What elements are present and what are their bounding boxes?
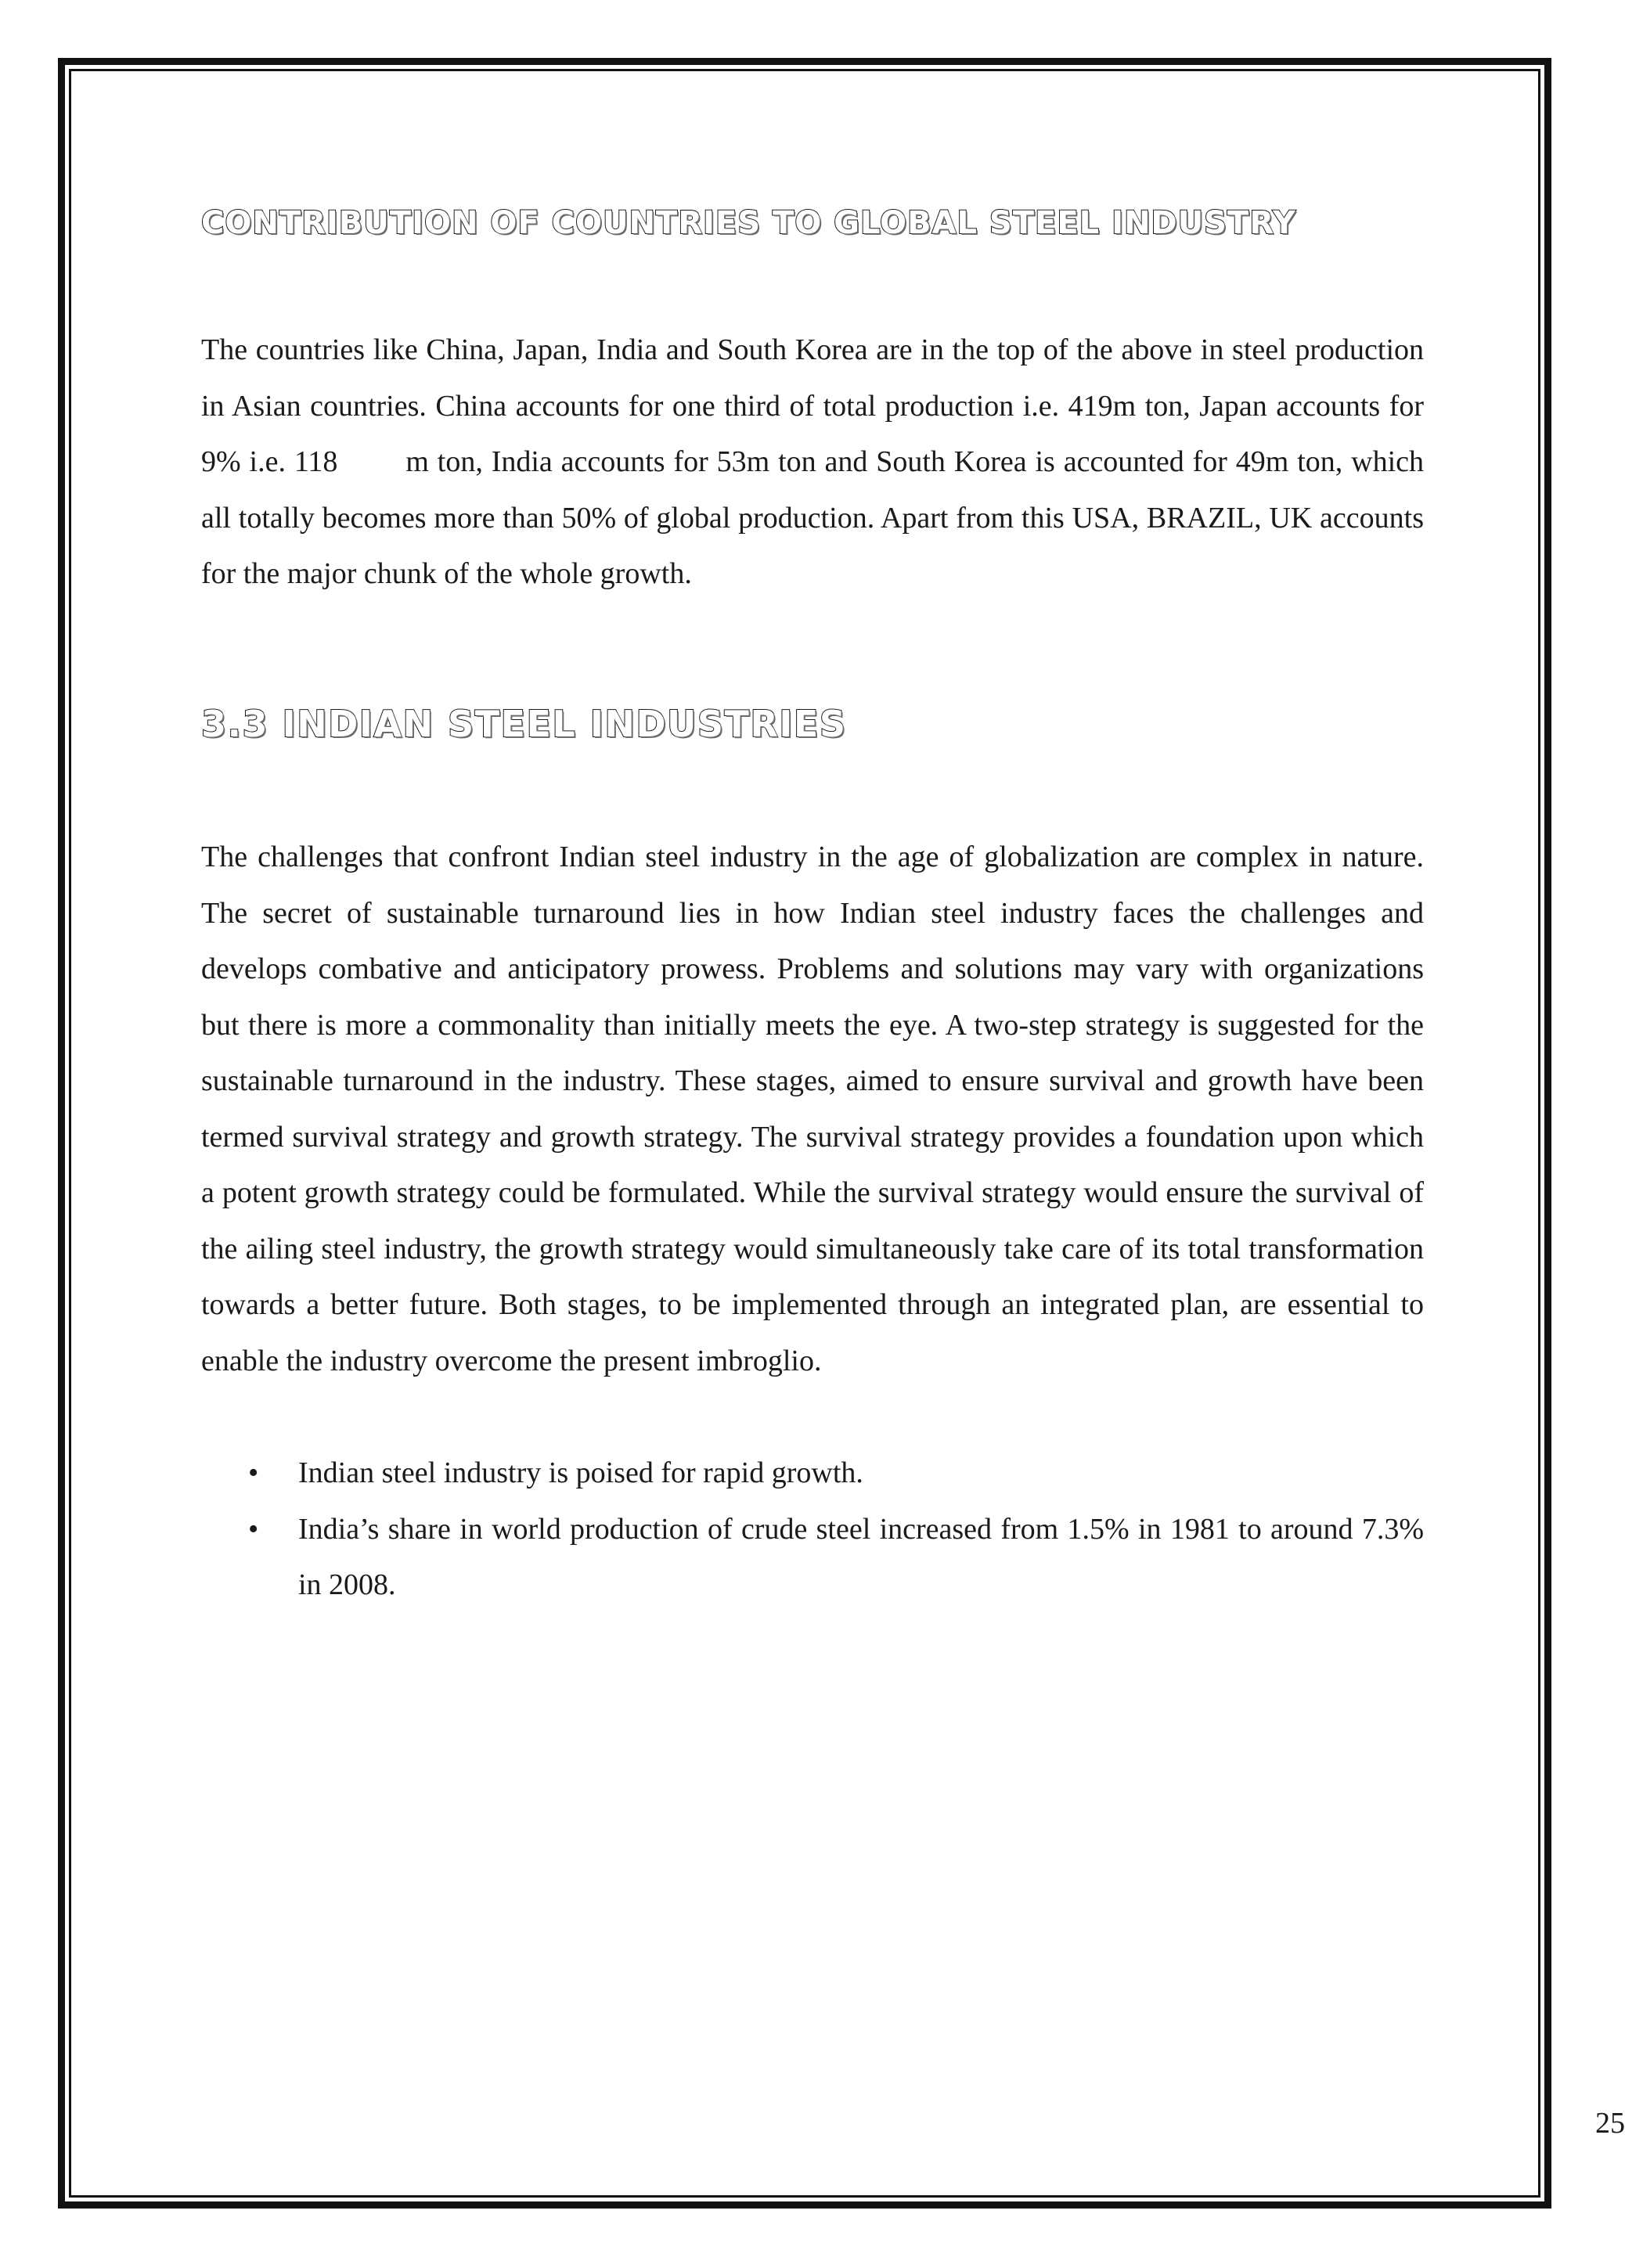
bullet-item: [201, 1445, 1424, 1502]
bullet-icon: •: [248, 1456, 259, 1489]
subsection-paragraph: The challenges that confront Indian steel industry in the age of globalization are complex in nature. The secret of sustainable turnaround lies in how Indian steel industry faces the challenges and develops combative and anticipatory prowess. Problems and solutions may vary with organizations but there is more a commonality than initially meets the eye. A two-step strategy is suggested for the sustainable turnaround in the industry. These stages, aimed to ensure survival and growth have been termed survival strategy and growth strategy. The survival strategy provides a foundation upon which a potent growth strategy could be formulated. While the survival strategy would ensure the survival of the ailing steel industry, the growth strategy would simultaneously take care of its total transformation towards a better future. Both stages, to be implemented through an integrated plan, are essential to enable the industry overcome the present imbroglio.: [201, 841, 1424, 1377]
bullet-list: [201, 1445, 1424, 1614]
bullet-text: Indian steel industry is poised for rapid growth.: [298, 1456, 863, 1489]
bullet-item: [201, 1502, 1424, 1614]
section-heading: CONTRIBUTION OF COUNTRIES TO GLOBAL STEEL INDUSTRY: [201, 205, 1296, 241]
bullet-text: India’s share in world production of crude steel increased from 1.5% in 1981 to around 7.3% in 2008.: [298, 1512, 1424, 1601]
subsection-heading: 3.3 INDIAN STEEL INDUSTRIES: [201, 703, 847, 745]
page-number: 25: [1595, 2107, 1625, 2140]
bullet-icon: •: [248, 1512, 259, 1546]
section-paragraph: The countries like China, Japan, India and South Korea are in the top of the above in steel production in Asian countries. China accounts for one third of total production i.e. 419m ton, Japan accounts for 9% i.e. 118 m ton, India accounts for 53m ton and South Korea is accounted for 49m ton, which all totally becomes more than 50% of global production. Apart from this USA, BRAZIL, UK accounts for the major chunk of the whole growth.: [201, 333, 1432, 590]
